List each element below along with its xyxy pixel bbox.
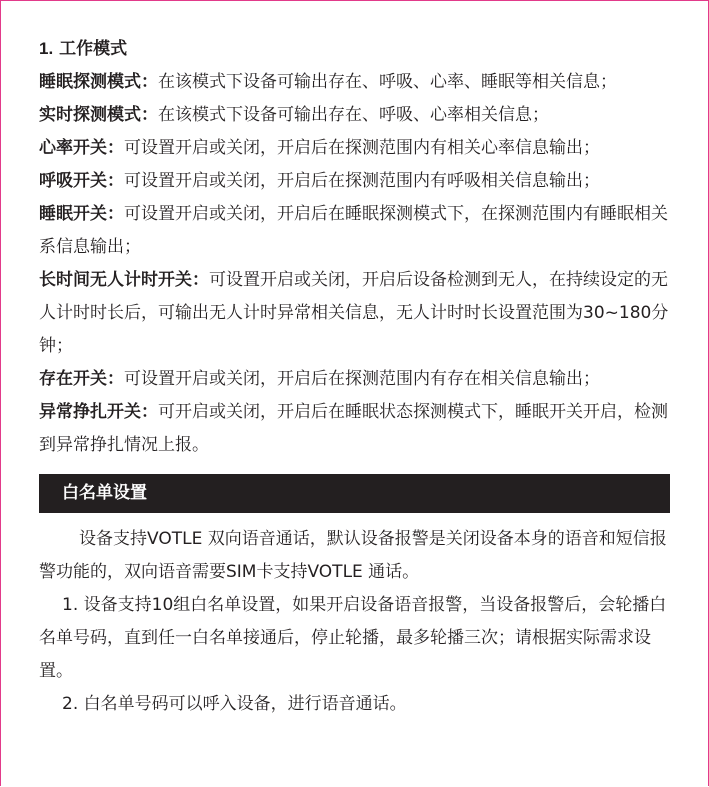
item-term: 异常挣扎开关： bbox=[39, 402, 158, 422]
mode-item bbox=[39, 165, 679, 198]
document-body bbox=[39, 34, 679, 721]
item-desc: 可开启或关闭，开启后在睡眠状态探测模式下，睡眠开关开启，检测到异常挣扎情况上报。 bbox=[39, 402, 668, 455]
mode-item bbox=[39, 363, 679, 396]
item-desc: 可设置开启或关闭，开启后在睡眠探测模式下，在探测范围内有睡眠相关系信息输出； bbox=[39, 204, 668, 257]
item-desc: 可设置开启或关闭，开启后设备检测到无人，在持续设定的无人计时时长后，可输出无人计时异常相关信息，无人计时时长设置范围为30~180分钟； bbox=[39, 270, 669, 356]
item-term: 睡眠探测模式： bbox=[39, 72, 158, 92]
item-desc: 可设置开启或关闭，开启后在探测范围内有存在相关信息输出； bbox=[124, 369, 600, 389]
item-term: 长时间无人计时开关： bbox=[39, 270, 209, 290]
mode-item bbox=[39, 396, 679, 462]
item-term: 存在开关： bbox=[39, 369, 124, 389]
whitelist-point-1: 1. 设备支持10组白名单设置，如果开启设备语音报警，当设备报警后，会轮播白名单号码，直到任一白名单接通后，停止轮播，最多轮播三次；请根据实际需求设置。 bbox=[39, 595, 667, 681]
section-heading-work-mode bbox=[39, 34, 679, 64]
heading-text: 工作模式 bbox=[59, 39, 128, 59]
whitelist-point-2: 2. 白名单号码可以呼入设备，进行语音通话。 bbox=[62, 694, 407, 714]
item-desc: 可设置开启或关闭，开启后在探测范围内有呼吸相关信息输出； bbox=[124, 171, 600, 191]
mode-item bbox=[39, 99, 679, 132]
item-desc: 可设置开启或关闭，开启后在探测范围内有相关心率信息输出； bbox=[124, 138, 600, 158]
item-term: 实时探测模式： bbox=[39, 105, 158, 125]
mode-item bbox=[39, 66, 679, 99]
item-term: 睡眠开关： bbox=[39, 204, 124, 224]
whitelist-intro: 设备支持VOTLE 双向语音通话，默认设备报警是关闭设备本身的语音和短信报警功能的，双向语音需要SIM卡支持VOTLE 通话。 bbox=[39, 529, 667, 582]
mode-item bbox=[39, 264, 679, 363]
item-desc: 在该模式下设备可输出存在、呼吸、心率相关信息； bbox=[158, 105, 549, 125]
item-desc: 在该模式下设备可输出存在、呼吸、心率、睡眠等相关信息； bbox=[158, 72, 617, 92]
item-term: 心率开关： bbox=[39, 138, 124, 158]
mode-item bbox=[39, 132, 679, 165]
mode-item bbox=[39, 198, 679, 264]
section-header-whitelist: 白名单设置 bbox=[39, 474, 670, 513]
item-term: 呼吸开关： bbox=[39, 171, 124, 191]
heading-number: 1. bbox=[39, 39, 54, 58]
